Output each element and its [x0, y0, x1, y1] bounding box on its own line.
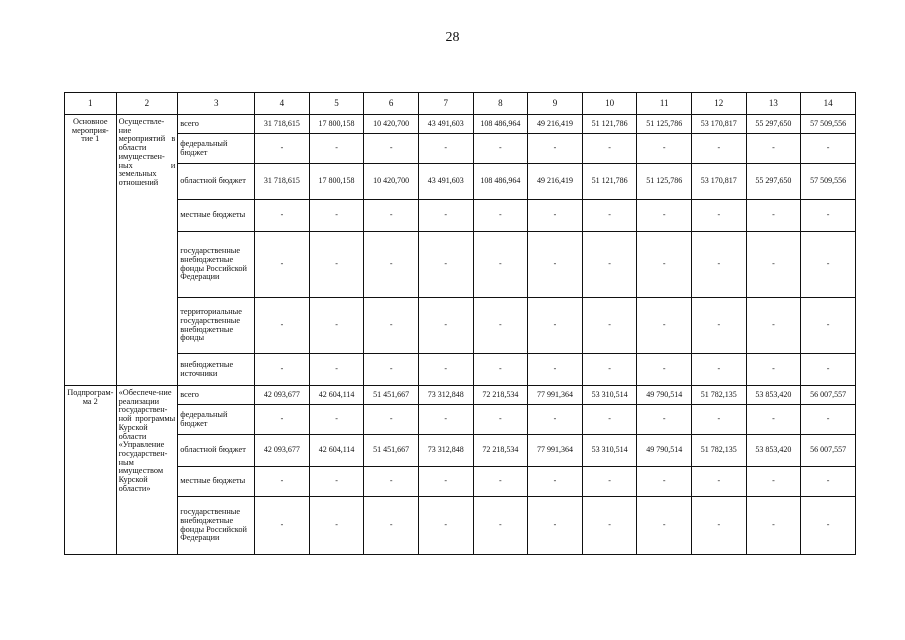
value-cell: - [528, 405, 583, 435]
value-cell: - [309, 200, 364, 232]
value-cell: - [582, 298, 637, 354]
value-cell: - [582, 354, 637, 386]
table-row [65, 405, 856, 435]
value-cell: - [582, 200, 637, 232]
value-cell: - [746, 232, 801, 298]
value-cell: - [255, 497, 310, 555]
value-cell: 42 093,677 [255, 435, 310, 467]
value-cell: - [255, 200, 310, 232]
column-header: 9 [528, 93, 583, 115]
value-cell: 56 007,557 [801, 435, 856, 467]
value-cell: - [255, 354, 310, 386]
value-cell: - [418, 405, 473, 435]
value-cell: - [637, 405, 692, 435]
value-cell: - [801, 298, 856, 354]
value-cell: - [364, 200, 419, 232]
funding-source-cell: территориальные государственные внебюджетные фонды [178, 298, 255, 354]
value-cell: - [418, 354, 473, 386]
value-cell: 73 312,848 [418, 435, 473, 467]
value-cell: 10 420,700 [364, 115, 419, 134]
funding-source-cell: областной бюджет [178, 164, 255, 200]
value-cell: - [746, 298, 801, 354]
value-cell: - [582, 134, 637, 164]
value-cell: 55 297,650 [746, 115, 801, 134]
value-cell: 77 991,364 [528, 386, 583, 405]
value-cell: - [692, 497, 747, 555]
table-row [65, 354, 856, 386]
table-row [65, 115, 856, 134]
value-cell: - [364, 354, 419, 386]
value-cell: - [255, 232, 310, 298]
program-title-cell: Осуществле-ние мероприятий в области имуществен-ных и земельных отношений [116, 115, 178, 386]
value-cell: 72 218,534 [473, 435, 528, 467]
value-cell: 57 509,556 [801, 115, 856, 134]
value-cell: - [309, 298, 364, 354]
value-cell: 10 420,700 [364, 164, 419, 200]
value-cell: - [528, 467, 583, 497]
value-cell: - [692, 298, 747, 354]
value-cell: 108 486,964 [473, 164, 528, 200]
value-cell: 53 853,420 [746, 435, 801, 467]
value-cell: - [418, 232, 473, 298]
value-cell: - [528, 134, 583, 164]
program-cell: Основное мероприя-тие 1 [65, 115, 117, 386]
value-cell: - [528, 298, 583, 354]
funding-source-cell: федеральный бюджет [178, 134, 255, 164]
table-row [65, 497, 856, 555]
value-cell: - [473, 405, 528, 435]
value-cell: - [746, 497, 801, 555]
value-cell: - [582, 405, 637, 435]
value-cell: - [637, 134, 692, 164]
value-cell: 53 310,514 [582, 386, 637, 405]
value-cell: - [309, 405, 364, 435]
value-cell: 43 491,603 [418, 164, 473, 200]
value-cell: 53 170,817 [692, 115, 747, 134]
value-cell: - [255, 298, 310, 354]
program-cell: Подпрограм-ма 2 [65, 386, 117, 555]
value-cell: - [692, 354, 747, 386]
funding-source-cell: внебюджетные источники [178, 354, 255, 386]
column-header: 1 [65, 93, 117, 115]
funding-source-cell: областной бюджет [178, 435, 255, 467]
value-cell: 49 216,419 [528, 164, 583, 200]
column-header: 3 [178, 93, 255, 115]
table-row [65, 232, 856, 298]
value-cell: - [364, 467, 419, 497]
value-cell: 72 218,534 [473, 386, 528, 405]
value-cell: - [418, 134, 473, 164]
value-cell: 77 991,364 [528, 435, 583, 467]
value-cell: - [801, 497, 856, 555]
page-number: 28 [445, 30, 460, 45]
value-cell: 53 310,514 [582, 435, 637, 467]
budget-table [64, 92, 856, 555]
value-cell: - [637, 354, 692, 386]
value-cell: - [582, 467, 637, 497]
column-header: 5 [309, 93, 364, 115]
program-title-cell: «Обеспече-ние реализации государствен-ной программы Курской области «Управление государствен-ным имуществом Курской области» [116, 386, 178, 555]
value-cell: 51 782,135 [692, 386, 747, 405]
value-cell: 108 486,964 [473, 115, 528, 134]
value-cell: - [528, 497, 583, 555]
value-cell: - [637, 467, 692, 497]
value-cell: - [692, 405, 747, 435]
value-cell: 42 604,114 [309, 386, 364, 405]
funding-source-cell: местные бюджеты [178, 200, 255, 232]
funding-source-cell: местные бюджеты [178, 467, 255, 497]
value-cell: - [309, 354, 364, 386]
column-header: 6 [364, 93, 419, 115]
value-cell: 51 782,135 [692, 435, 747, 467]
column-header: 11 [637, 93, 692, 115]
value-cell: - [418, 497, 473, 555]
value-cell: 51 125,786 [637, 164, 692, 200]
value-cell: - [582, 232, 637, 298]
value-cell: - [473, 497, 528, 555]
value-cell: - [473, 200, 528, 232]
value-cell: - [528, 232, 583, 298]
value-cell: - [801, 200, 856, 232]
value-cell: - [473, 354, 528, 386]
value-cell: - [692, 232, 747, 298]
table-row [65, 134, 856, 164]
value-cell: - [746, 467, 801, 497]
value-cell: - [637, 497, 692, 555]
value-cell: - [255, 405, 310, 435]
value-cell: 53 170,817 [692, 164, 747, 200]
value-cell: - [364, 497, 419, 555]
value-cell: - [309, 467, 364, 497]
value-cell: - [801, 405, 856, 435]
table-row [65, 164, 856, 200]
value-cell: - [364, 134, 419, 164]
column-header: 13 [746, 93, 801, 115]
column-header: 10 [582, 93, 637, 115]
table-row [65, 435, 856, 467]
value-cell: 43 491,603 [418, 115, 473, 134]
column-header: 12 [692, 93, 747, 115]
value-cell: - [746, 354, 801, 386]
value-cell: - [746, 200, 801, 232]
value-cell: 49 790,514 [637, 386, 692, 405]
table-row [65, 298, 856, 354]
value-cell: 17 800,158 [309, 164, 364, 200]
value-cell: 53 853,420 [746, 386, 801, 405]
value-cell: - [746, 405, 801, 435]
table-row [65, 386, 856, 405]
value-cell: 42 093,677 [255, 386, 310, 405]
value-cell: - [746, 134, 801, 164]
value-cell: 49 790,514 [637, 435, 692, 467]
value-cell: - [637, 298, 692, 354]
column-header: 7 [418, 93, 473, 115]
value-cell: - [473, 467, 528, 497]
table-row [65, 467, 856, 497]
value-cell: - [801, 134, 856, 164]
funding-source-cell: федеральный бюджет [178, 405, 255, 435]
value-cell: - [692, 467, 747, 497]
column-header: 8 [473, 93, 528, 115]
value-cell: 51 451,667 [364, 435, 419, 467]
value-cell: 42 604,114 [309, 435, 364, 467]
value-cell: - [309, 497, 364, 555]
value-cell: 73 312,848 [418, 386, 473, 405]
value-cell: 51 121,786 [582, 164, 637, 200]
value-cell: - [418, 467, 473, 497]
value-cell: - [418, 200, 473, 232]
value-cell: 51 451,667 [364, 386, 419, 405]
funding-source-cell: государственные внебюджетные фонды Российской Федерации [178, 232, 255, 298]
value-cell: - [637, 232, 692, 298]
value-cell: - [255, 134, 310, 164]
value-cell: - [309, 134, 364, 164]
value-cell: - [255, 467, 310, 497]
value-cell: 55 297,650 [746, 164, 801, 200]
value-cell: 49 216,419 [528, 115, 583, 134]
value-cell: - [637, 200, 692, 232]
value-cell: - [364, 405, 419, 435]
value-cell: - [692, 200, 747, 232]
value-cell: - [801, 232, 856, 298]
funding-source-cell: всего [178, 115, 255, 134]
value-cell: - [582, 497, 637, 555]
value-cell: - [801, 354, 856, 386]
header-row [65, 93, 856, 115]
table-row [65, 200, 856, 232]
value-cell: - [528, 354, 583, 386]
value-cell: 56 007,557 [801, 386, 856, 405]
value-cell: - [309, 232, 364, 298]
value-cell: - [692, 134, 747, 164]
value-cell: - [801, 467, 856, 497]
value-cell: 57 509,556 [801, 164, 856, 200]
column-header: 4 [255, 93, 310, 115]
value-cell: 31 718,615 [255, 115, 310, 134]
funding-source-cell: всего [178, 386, 255, 405]
value-cell: 51 125,786 [637, 115, 692, 134]
column-header: 2 [116, 93, 178, 115]
value-cell: - [473, 134, 528, 164]
value-cell: 17 800,158 [309, 115, 364, 134]
column-header: 14 [801, 93, 856, 115]
value-cell: - [418, 298, 473, 354]
value-cell: 31 718,615 [255, 164, 310, 200]
value-cell: - [364, 232, 419, 298]
value-cell: - [473, 232, 528, 298]
value-cell: 51 121,786 [582, 115, 637, 134]
funding-source-cell: государственные внебюджетные фонды Российской Федерации [178, 497, 255, 555]
value-cell: - [364, 298, 419, 354]
value-cell: - [528, 200, 583, 232]
value-cell: - [473, 298, 528, 354]
